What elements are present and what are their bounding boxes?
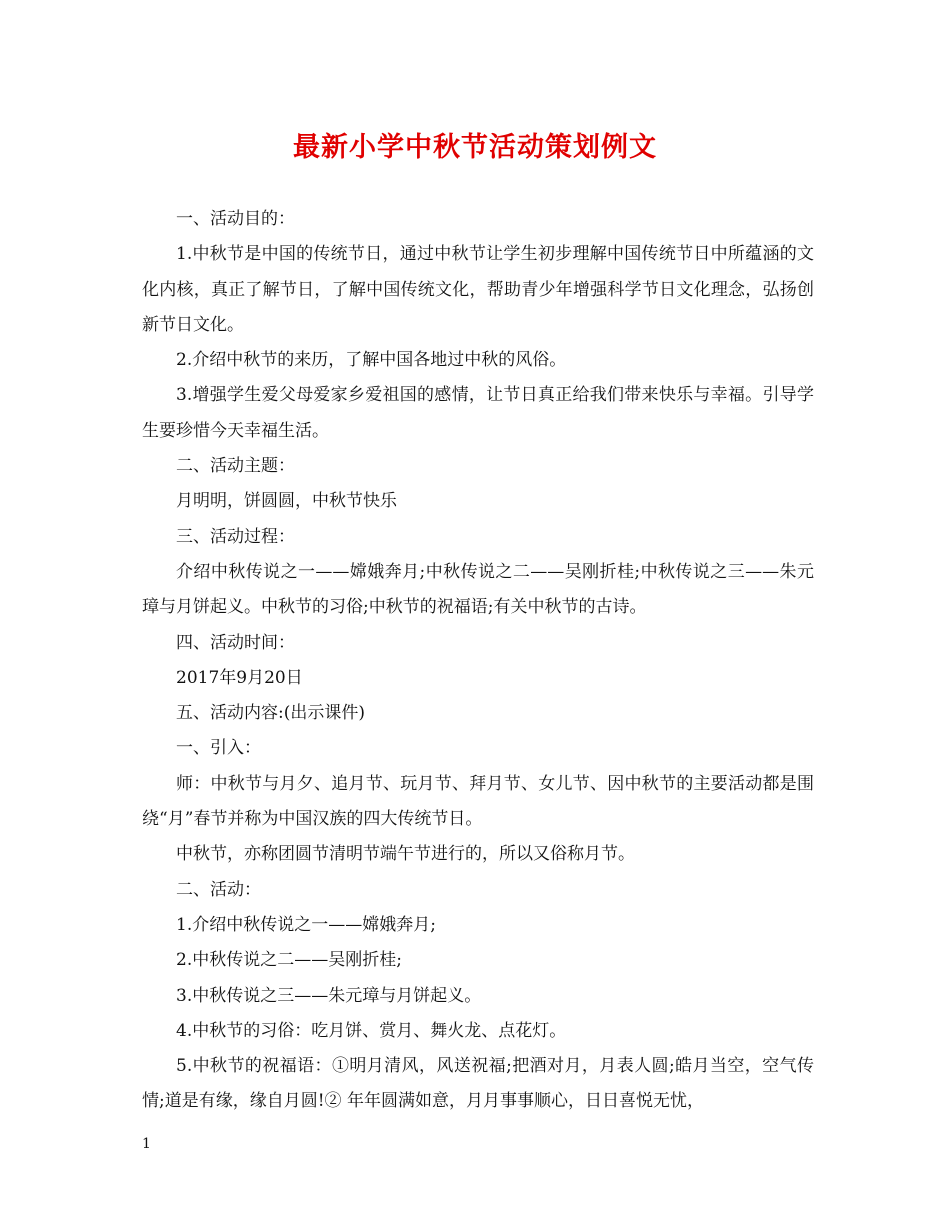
paragraph: 二、活动： [176, 879, 261, 900]
page-number: 1 [142, 1136, 151, 1152]
paragraph: 2.介绍中秋节的来历，了解中国各地过中秋的风俗。 [176, 350, 567, 371]
document-body [142, 202, 814, 1120]
paragraph: 2017年9月20日 [176, 667, 303, 688]
paragraph: 五、活动内容:(出示课件) [176, 703, 365, 724]
paragraph: 二、活动主题： [176, 456, 295, 477]
paragraph: 3.增强学生爱父母爱家乡爱祖国的感情，让节日真正给我们带来快乐与幸福。引导学生要珍惜今天幸福生活。 [142, 385, 814, 441]
paragraph: 2.中秋传说之二——吴刚折桂; [176, 950, 402, 971]
paragraph: 介绍中秋传说之一——嫦娥奔月;中秋传说之二——吴刚折桂;中秋传说之三——朱元璋与月饼起义。中秋节的习俗;中秋节的祝福语;有关中秋节的古诗。 [142, 561, 814, 618]
paragraph: 一、引入： [176, 738, 261, 759]
paragraph: 四、活动时间： [176, 632, 295, 653]
paragraph: 5.中秋节的祝福语：①明月清风，风送祝福;把酒对月，月表人圆;皓月当空，空气传情;道是有缘，缘自月圆!② 年年圆满如意，月月事事顺心，日日喜悦无忧， [142, 1056, 814, 1112]
paragraph: 3.中秋传说之三——朱元璋与月饼起义。 [176, 985, 482, 1006]
paragraph: 月明明，饼圆圆，中秋节快乐 [176, 491, 397, 512]
paragraph: 师：中秋节与月夕、追月节、玩月节、拜月节、女儿节、因中秋节的主要活动都是围绕“月”春节并称为中国汉族的四大传统节日。 [142, 773, 814, 830]
paragraph: 一、活动目的： [176, 209, 295, 229]
paragraph: 4.中秋节的习俗：吃月饼、赏月、舞火龙、点花灯。 [176, 1020, 567, 1041]
paragraph: 1.中秋节是中国的传统节日，通过中秋节让学生初步理解中国传统节日中所蕴涵的文化内核，真正了解节日，了解中国传统文化，帮助青少年增强科学节日文化理念，弘扬创新节日文化。 [142, 244, 814, 335]
paragraph: 三、活动过程： [176, 526, 295, 547]
paragraph: 1.介绍中秋传说之一——嫦娥奔月; [176, 914, 436, 935]
document-title: 最新小学中秋节活动策划例文 [293, 132, 657, 163]
paragraph: 中秋节，亦称团圆节清明节端午节进行的，所以又俗称月节。 [176, 844, 635, 865]
